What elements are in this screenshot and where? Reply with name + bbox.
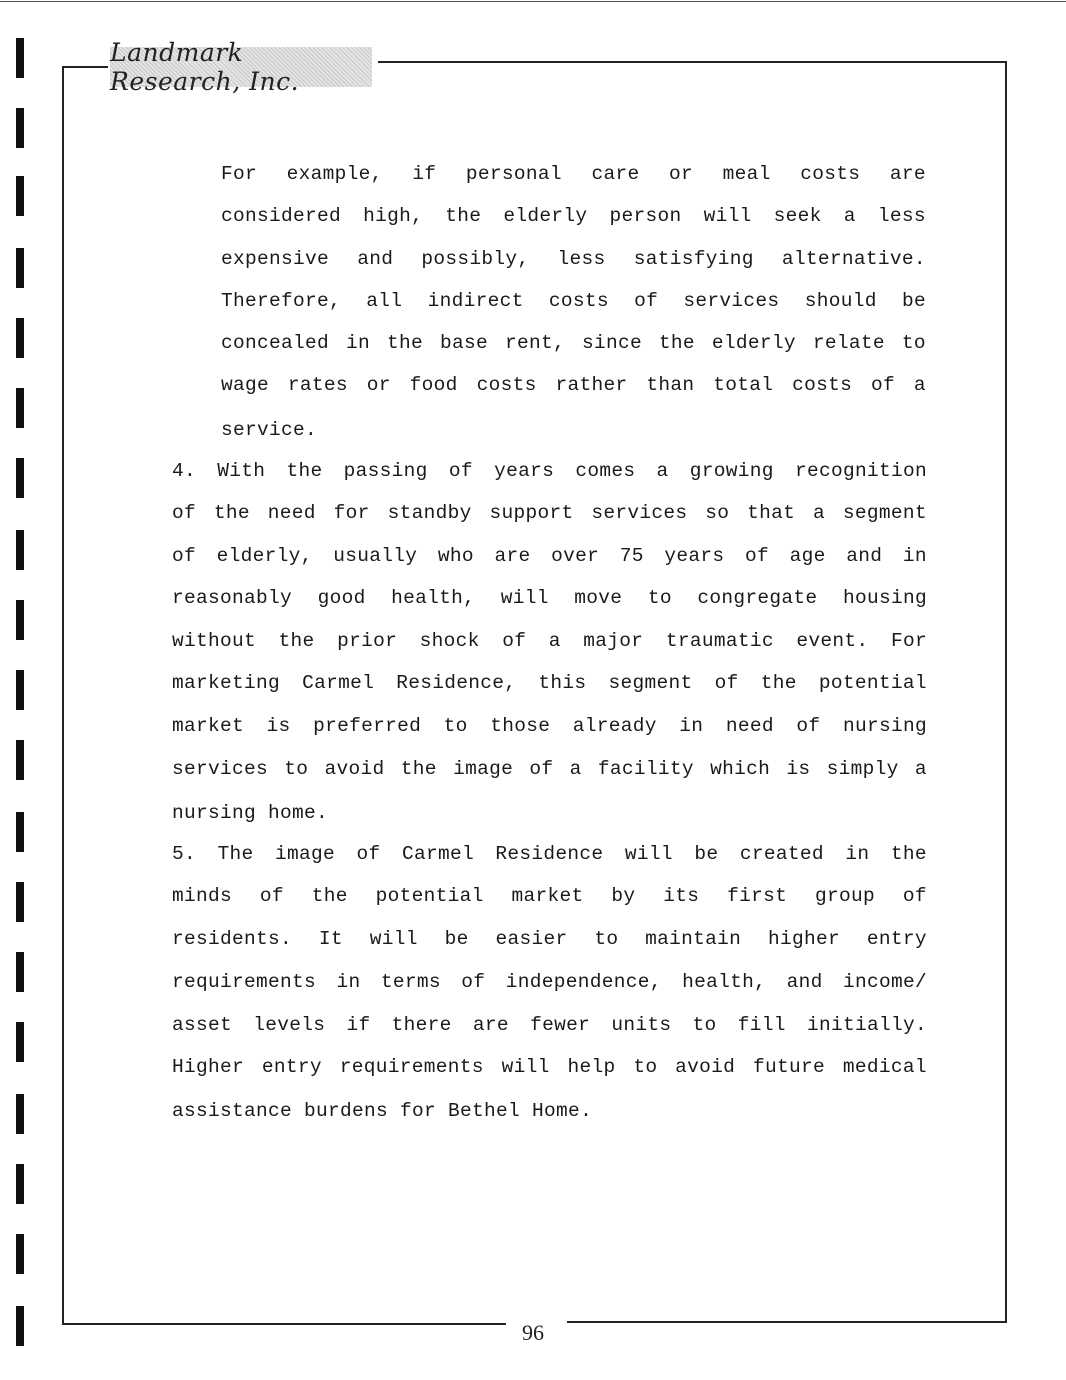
binder-mark	[16, 1094, 24, 1134]
word: the	[400, 758, 437, 780]
word: fill	[737, 1014, 786, 1036]
word: asset	[172, 1014, 233, 1036]
binder-mark	[16, 318, 24, 358]
word: of	[714, 672, 739, 694]
word: less	[877, 205, 926, 227]
word: comes	[575, 460, 636, 482]
word: in	[336, 971, 361, 993]
word: be	[694, 843, 719, 865]
word: and	[846, 545, 883, 567]
word: segment	[608, 672, 693, 694]
binder-mark	[16, 670, 24, 710]
word: need	[725, 715, 774, 737]
word: total	[713, 374, 774, 396]
word: to	[647, 587, 672, 609]
word: of	[259, 885, 284, 907]
word: 75	[619, 545, 644, 567]
word: usually	[333, 545, 418, 567]
word: and	[786, 971, 823, 993]
word: possibly,	[421, 248, 530, 270]
word: be	[444, 928, 469, 950]
word: a	[656, 460, 669, 482]
word: group	[815, 885, 876, 907]
word: or	[366, 374, 391, 396]
word: growing	[689, 460, 774, 482]
text-line	[172, 840, 927, 868]
word: in	[902, 545, 927, 567]
text-line	[172, 925, 927, 953]
text-line	[172, 627, 927, 655]
word: if	[346, 1014, 371, 1036]
word: to	[284, 758, 309, 780]
word: maintain	[645, 928, 742, 950]
word: be	[901, 290, 926, 312]
binder-mark	[16, 812, 24, 852]
word: which	[710, 758, 771, 780]
text-line: assistance burdens for Bethel Home.	[172, 1100, 593, 1122]
word: help	[567, 1056, 616, 1078]
text-line	[172, 712, 927, 740]
word: a	[843, 205, 856, 227]
word: or	[669, 163, 694, 185]
word: personal	[465, 163, 562, 185]
word: who	[437, 545, 474, 567]
binder-mark	[16, 882, 24, 922]
text-line	[172, 542, 927, 570]
word: is	[266, 715, 291, 737]
word: of	[796, 715, 821, 737]
word: concealed	[221, 332, 330, 354]
word: a	[569, 758, 582, 780]
word: preferred	[313, 715, 422, 737]
word: units	[611, 1014, 672, 1036]
word: the	[286, 460, 323, 482]
word: initially.	[806, 1014, 927, 1036]
word: to	[692, 1014, 717, 1036]
word: recognition	[794, 460, 927, 482]
word: housing	[842, 587, 927, 609]
word: to	[443, 715, 468, 737]
word: elderly,	[216, 545, 313, 567]
text-line	[221, 329, 926, 357]
word: need	[267, 502, 316, 524]
word: entry	[866, 928, 927, 950]
page-number: 96	[522, 1320, 544, 1345]
word: of	[871, 374, 896, 396]
word: of	[448, 460, 473, 482]
word: avoid	[324, 758, 385, 780]
word: minds	[172, 885, 233, 907]
text-line	[221, 245, 926, 273]
word: satisfying	[633, 248, 754, 270]
word: considered	[221, 205, 342, 227]
word: Therefore,	[221, 290, 342, 312]
word: a	[914, 758, 927, 780]
word: so	[705, 502, 730, 524]
word: those	[490, 715, 551, 737]
word: are	[472, 1014, 509, 1036]
word: will	[369, 928, 418, 950]
binder-mark	[16, 1164, 24, 1204]
word: services	[591, 502, 688, 524]
word: segment	[842, 502, 927, 524]
text-line	[221, 371, 926, 399]
word: simply	[826, 758, 899, 780]
word: wage	[221, 374, 270, 396]
word: rates	[287, 374, 348, 396]
word: all	[366, 290, 403, 312]
word: should	[804, 290, 877, 312]
text-line	[221, 202, 926, 230]
word: entry	[261, 1056, 322, 1078]
word: without	[172, 630, 257, 652]
word: Carmel	[302, 672, 375, 694]
word: of	[634, 290, 659, 312]
word: standby	[387, 502, 472, 524]
word: of	[356, 843, 381, 865]
word: costs	[476, 374, 537, 396]
text-line	[172, 499, 927, 527]
word: health,	[682, 971, 767, 993]
text-line	[172, 669, 927, 697]
word: future	[753, 1056, 826, 1078]
word: will	[501, 1056, 550, 1078]
top-edge-rule	[0, 1, 1066, 2]
word: passing	[343, 460, 428, 482]
word: the	[760, 672, 797, 694]
word: levels	[253, 1014, 326, 1036]
word: the	[890, 843, 927, 865]
word: created	[739, 843, 824, 865]
word: example,	[286, 163, 383, 185]
word: For	[890, 630, 927, 652]
word: relate	[812, 332, 885, 354]
word: the	[213, 502, 250, 524]
word: the	[445, 205, 482, 227]
text-line	[172, 755, 927, 783]
word: the	[311, 885, 348, 907]
word: image	[274, 843, 335, 865]
word: reasonably	[172, 587, 293, 609]
text-line: service.	[221, 419, 318, 441]
word: alternative.	[781, 248, 926, 270]
word: potential	[818, 672, 927, 694]
binder-mark	[16, 1022, 24, 1062]
word: of	[745, 545, 770, 567]
word: will	[500, 587, 549, 609]
frame-right-border	[1005, 61, 1007, 1323]
word: market	[511, 885, 584, 907]
binder-mark	[16, 530, 24, 570]
word: to	[633, 1056, 658, 1078]
word: a	[548, 630, 561, 652]
word: will	[624, 843, 673, 865]
word: are	[494, 545, 531, 567]
text-line	[172, 1053, 927, 1081]
word: to	[594, 928, 619, 950]
word: if	[412, 163, 437, 185]
word: event.	[796, 630, 869, 652]
frame-bottom-border-left	[62, 1323, 506, 1325]
word: Residence,	[396, 672, 517, 694]
word: For	[221, 163, 258, 185]
word: age	[789, 545, 826, 567]
text-line	[172, 457, 927, 485]
frame-left-border	[62, 66, 64, 1325]
company-logo-text: Landmark Research, Inc.	[110, 38, 300, 96]
word: there	[391, 1014, 452, 1036]
word: food	[409, 374, 458, 396]
word: of	[172, 545, 197, 567]
word: in	[679, 715, 704, 737]
word: Residence	[495, 843, 604, 865]
word: base	[439, 332, 488, 354]
binder-mark	[16, 1234, 24, 1274]
word: care	[591, 163, 640, 185]
word: good	[317, 587, 366, 609]
frame-bottom-border-right	[567, 1321, 1007, 1323]
word: indirect	[427, 290, 524, 312]
text-line	[172, 584, 927, 612]
word: in	[346, 332, 371, 354]
word: meal	[722, 163, 771, 185]
word: expensive	[221, 248, 330, 270]
word: It	[318, 928, 343, 950]
word: avoid	[675, 1056, 736, 1078]
word: since	[581, 332, 642, 354]
binder-mark	[16, 248, 24, 288]
word: elderly	[711, 332, 796, 354]
binder-mark	[16, 952, 24, 992]
word: the	[386, 332, 423, 354]
word: of	[461, 971, 486, 993]
text-line	[221, 160, 926, 188]
word: prior	[337, 630, 398, 652]
word: rather	[555, 374, 628, 396]
word: 4.	[172, 460, 197, 482]
word: support	[489, 502, 574, 524]
word: is	[786, 758, 811, 780]
word: its	[663, 885, 700, 907]
word: a	[813, 502, 826, 524]
word: shock	[419, 630, 480, 652]
word: and	[357, 248, 394, 270]
word: years	[494, 460, 555, 482]
word: nursing	[842, 715, 927, 737]
word: marketing	[172, 672, 281, 694]
word: years	[664, 545, 725, 567]
word: elderly	[503, 205, 588, 227]
binder-mark	[16, 108, 24, 148]
word: potential	[375, 885, 484, 907]
word: of	[529, 758, 554, 780]
company-logo	[110, 38, 372, 96]
text-line	[172, 1011, 927, 1039]
word: services	[683, 290, 780, 312]
word: income/	[842, 971, 927, 993]
word: congregate	[697, 587, 818, 609]
word: the	[278, 630, 315, 652]
word: independence,	[505, 971, 662, 993]
word: first	[727, 885, 788, 907]
word: move	[574, 587, 623, 609]
word: over	[551, 545, 600, 567]
binder-mark	[16, 176, 24, 216]
word: that	[747, 502, 796, 524]
word: person	[609, 205, 682, 227]
word: than	[646, 374, 695, 396]
word: market	[172, 715, 245, 737]
word: fewer	[530, 1014, 591, 1036]
binder-mark	[16, 38, 24, 78]
word: costs	[548, 290, 609, 312]
word: to	[901, 332, 926, 354]
text-line	[172, 882, 927, 910]
word: The	[217, 843, 254, 865]
text-line: nursing home.	[172, 802, 329, 824]
binder-mark	[16, 1306, 24, 1346]
word: Carmel	[401, 843, 474, 865]
word: this	[538, 672, 587, 694]
binder-mark	[16, 740, 24, 780]
word: seek	[773, 205, 822, 227]
word: a	[913, 374, 926, 396]
word: rent,	[504, 332, 565, 354]
word: costs	[800, 163, 861, 185]
word: health,	[391, 587, 476, 609]
binder-mark	[16, 600, 24, 640]
binder-mark	[16, 388, 24, 428]
word: the	[658, 332, 695, 354]
word: high,	[363, 205, 424, 227]
word: major	[583, 630, 644, 652]
word: less	[557, 248, 606, 270]
word: easier	[495, 928, 568, 950]
word: higher	[768, 928, 841, 950]
word: already	[572, 715, 657, 737]
word: image	[453, 758, 514, 780]
binder-mark	[16, 458, 24, 498]
word: by	[611, 885, 636, 907]
word: costs	[792, 374, 853, 396]
word: 5.	[172, 843, 197, 865]
text-line	[172, 968, 927, 996]
word: medical	[842, 1056, 927, 1078]
word: residents.	[172, 928, 293, 950]
word: requirements	[339, 1056, 484, 1078]
word: facility	[597, 758, 694, 780]
word: terms	[380, 971, 441, 993]
frame-top-border-left	[62, 66, 108, 68]
word: With	[217, 460, 266, 482]
word: of	[502, 630, 527, 652]
word: services	[172, 758, 269, 780]
word: traumatic	[665, 630, 774, 652]
frame-top-border-right	[378, 61, 1007, 63]
word: Higher	[172, 1056, 245, 1078]
word: in	[845, 843, 870, 865]
word: of	[172, 502, 197, 524]
word: of	[902, 885, 927, 907]
word: requirements	[172, 971, 317, 993]
word: will	[703, 205, 752, 227]
word: are	[889, 163, 926, 185]
text-line	[221, 287, 926, 315]
word: for	[333, 502, 370, 524]
